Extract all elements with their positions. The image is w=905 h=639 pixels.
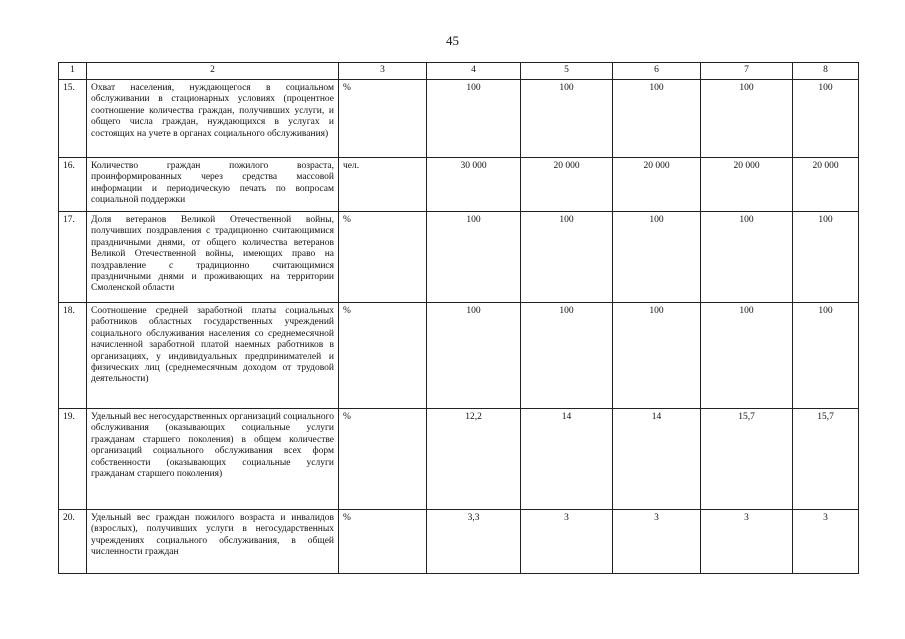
value-cell: 20 000	[793, 158, 859, 212]
value-cell: 100	[521, 80, 613, 158]
indicator-description: Соотношение средней заработной платы социальных работников областных государственных учреждений социального обслуживания населения со среднемесячной начисленной заработной платой наемных работников в организациях, у индивидуальных предпринимателей и физических лиц (среднемесячным доходом от трудовой деятельности)	[87, 303, 339, 409]
row-number: 18.	[59, 303, 87, 409]
column-header: 3	[339, 63, 427, 80]
value-cell: 100	[427, 303, 521, 409]
value-cell: 100	[427, 80, 521, 158]
value-cell: 100	[613, 80, 701, 158]
value-cell: 100	[521, 303, 613, 409]
table-row	[59, 80, 859, 158]
row-number: 15.	[59, 80, 87, 158]
value-cell: 14	[521, 409, 613, 510]
column-header: 4	[427, 63, 521, 80]
value-cell: 100	[613, 303, 701, 409]
indicator-description: Доля ветеранов Великой Отечественной войны, получивших поздравления с традиционно считающимися праздничными днями, от общего количества ветеранов Великой Отечественной войны, имеющих право на поздравление с традиционно считающимися праздничными днями и проживающих на территории Смоленской области	[87, 212, 339, 303]
value-cell: 100	[701, 303, 793, 409]
value-cell: 15,7	[701, 409, 793, 510]
table-row	[59, 303, 859, 409]
value-cell: 3	[793, 510, 859, 574]
table-row	[59, 409, 859, 510]
value-cell: 100	[521, 212, 613, 303]
value-cell: 100	[793, 80, 859, 158]
indicator-description: Удельный вес негосударственных организаций социального обслуживания (оказывающих социальные услуги гражданам старшего поколения) в общем количестве организаций социального обслуживания всех форм собственности (оказывающих социальные услуги гражданам старшего поколения)	[87, 409, 339, 510]
unit-cell: %	[339, 212, 427, 303]
value-cell: 3	[613, 510, 701, 574]
value-cell: 100	[793, 212, 859, 303]
table-row	[59, 212, 859, 303]
row-number: 16.	[59, 158, 87, 212]
row-number: 19.	[59, 409, 87, 510]
value-cell: 3	[701, 510, 793, 574]
unit-cell: %	[339, 510, 427, 574]
value-cell: 14	[613, 409, 701, 510]
value-cell: 30 000	[427, 158, 521, 212]
page-number: 45	[446, 33, 459, 48]
value-cell: 15,7	[793, 409, 859, 510]
unit-cell: %	[339, 409, 427, 510]
column-header: 7	[701, 63, 793, 80]
indicator-description: Охват населения, нуждающегося в социальном обслуживании в стационарных условиях (процентное соотношение количества граждан, получивших услуги, и общего числа граждан, нуждающихся в услугах и состоящих на учете в органах социального обслуживания)	[87, 80, 339, 158]
column-header: 6	[613, 63, 701, 80]
table-header-row	[59, 63, 859, 80]
unit-cell: %	[339, 303, 427, 409]
value-cell: 3,3	[427, 510, 521, 574]
column-header: 1	[59, 63, 87, 80]
row-number: 17.	[59, 212, 87, 303]
column-header: 2	[87, 63, 339, 80]
indicator-description: Удельный вес граждан пожилого возраста и инвалидов (взрослых), получивших услуги в негосударственных учреждениях социального обслуживания, в общей численности граждан	[87, 510, 339, 574]
column-header: 5	[521, 63, 613, 80]
row-number: 20.	[59, 510, 87, 574]
value-cell: 3	[521, 510, 613, 574]
value-cell: 12,2	[427, 409, 521, 510]
value-cell: 100	[793, 303, 859, 409]
value-cell: 100	[701, 212, 793, 303]
indicator-description: Количество граждан пожилого возраста, проинформированных через средства массовой информации и периодическую печать по вопросам социальной поддержки	[87, 158, 339, 212]
value-cell: 100	[613, 212, 701, 303]
table-row	[59, 158, 859, 212]
table-row	[59, 510, 859, 574]
unit-cell: %	[339, 80, 427, 158]
value-cell: 20 000	[521, 158, 613, 212]
value-cell: 20 000	[613, 158, 701, 212]
value-cell: 100	[427, 212, 521, 303]
column-header: 8	[793, 63, 859, 80]
indicators-table	[58, 62, 859, 574]
value-cell: 20 000	[701, 158, 793, 212]
unit-cell: чел.	[339, 158, 427, 212]
value-cell: 100	[701, 80, 793, 158]
